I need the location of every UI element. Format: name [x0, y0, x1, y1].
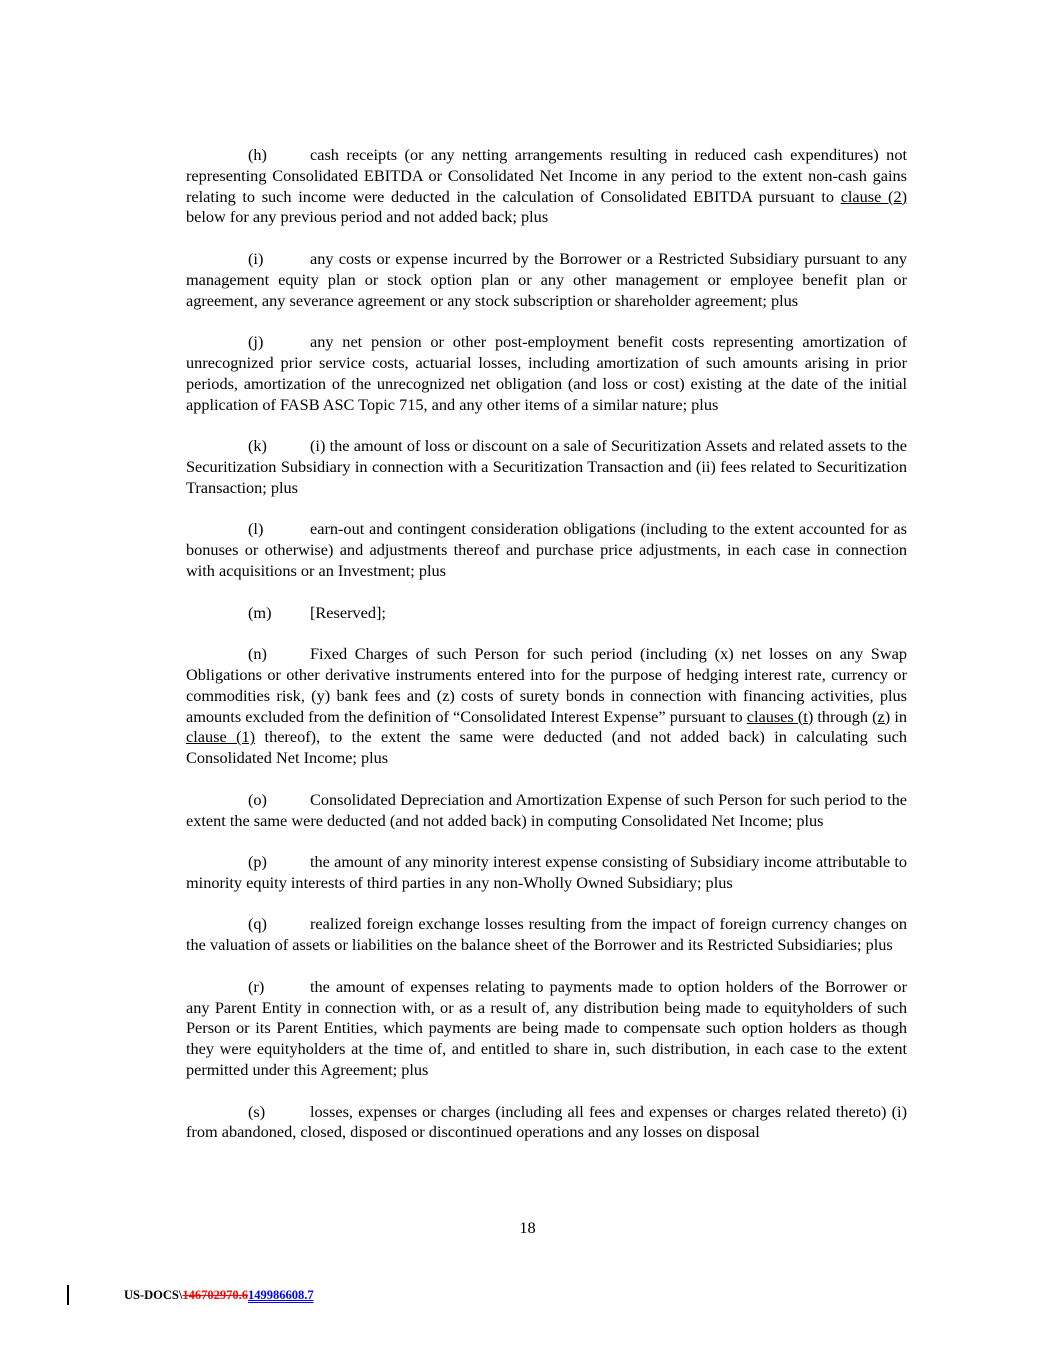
document-id-footer — [124, 1288, 314, 1303]
clause-text: cash receipts (or any netting arrangements resulting in reduced cash expenditures) not representing Consolidated EBITDA or Consolidated Net Income in any period to the extent non-cash gains relating to such income were deducted in the calculation of Consolidated EBITDA pursuant to — [186, 145, 907, 206]
clause-text: the amount of expenses relating to payments made to option holders of the Borrower or any Parent Entity in connection with, or as a result of, any distribution being made to equityholders of such Person or its Parent Entities, which payments are being made to compensate such option holders as though they were equityholders at the time of, and entitled to share in, such distribution, in each case to the extent permitted under this Agreement; plus — [186, 976, 907, 1080]
clause-cross-reference: clauses (t) — [746, 706, 814, 726]
clause-text: any net pension or other post-employment benefit costs representing amortization of unrecognized prior service costs, actuarial losses, including amortization of such amounts arising in prior periods, amortization of the unrecognized net obligation (and loss or cost) existing at the date of the initial application of FASB ASC Topic 715, and any other items of a similar nature; plus — [186, 332, 907, 414]
clause-paragraph — [186, 436, 907, 498]
clause-paragraph — [186, 332, 907, 415]
clause-paragraph — [186, 977, 907, 1081]
clause-label: (i) — [248, 248, 264, 268]
clause-text: Consolidated Depreciation and Amortization Expense of such Person for such period to the extent the same were deducted (and not added back) in computing Consolidated Net Income; plus — [186, 789, 907, 830]
clause-text: realized foreign exchange losses resulting from the impact of foreign currency changes on the valuation of assets or liabilities on the balance sheet of the Borrower and its Restricted Subsidiaries; plus — [186, 914, 907, 955]
clause-text: (i) the amount of loss or discount on a sale of Securitization Assets and related assets to the Securitization Subsidiary in connection with a Securitization Transaction and (ii) fees related to Securitization Transaction; plus — [186, 436, 907, 497]
clause-paragraph — [186, 1102, 907, 1144]
clause-cross-reference: clause (2) — [840, 186, 908, 206]
clause-cross-reference: clause (1) — [186, 727, 256, 747]
clause-paragraph — [186, 145, 907, 228]
clause-label: (j) — [248, 332, 264, 352]
clause-label: (s) — [248, 1101, 266, 1121]
clause-text: in — [890, 706, 908, 726]
clause-text: Fixed Charges of such Person for such period (including (x) net losses on any Swap Obligations or other derivative instruments entered into for the purpose of hedging interest rate, currency or commodities risk, (y) bank fees and (z) costs of surety bonds in connection with financing activities, plus amounts excluded from the definition of “Consolidated Interest Expense” pursuant to — [186, 644, 907, 726]
clause-cross-reference: (z) — [872, 706, 891, 726]
clause-label: (k) — [248, 436, 267, 456]
document-body — [186, 145, 907, 1143]
page-number: 18 — [519, 1218, 536, 1237]
document-id-prefix: US-DOCS\ — [124, 1288, 183, 1302]
clause-text: below for any previous period and not added back; plus — [186, 207, 549, 227]
clause-label: (h) — [248, 145, 267, 164]
clause-label: (r) — [248, 976, 265, 996]
clause-paragraph — [186, 519, 907, 581]
clause-label: (o) — [248, 789, 267, 809]
clause-label: (n) — [248, 644, 267, 664]
clause-label: (p) — [248, 852, 267, 872]
clause-text: the amount of any minority interest expense consisting of Subsidiary income attributable to minority equity interests of third parties in any non-Wholly Owned Subsidiary; plus — [186, 852, 907, 892]
revision-change-bar — [67, 1285, 69, 1305]
clause-label: (m) — [248, 602, 272, 622]
clause-text: any costs or expense incurred by the Borrower or a Restricted Subsidiary pursuant to any management equity plan or stock option plan or any other management or employee benefit plan or agreement, any severance agreement or any stock subscription or shareholder agreement; plus — [186, 248, 907, 310]
clause-text: [Reserved]; — [310, 602, 386, 622]
inserted-document-id: 149986608.7 — [247, 1288, 314, 1302]
clause-text: earn-out and contingent consideration obligations (including to the extent accounted for as bonuses or otherwise) and adjustments thereof and purchase price adjustments, in each case in connection with acquisitions or an Investment; plus — [186, 519, 907, 580]
deleted-document-id: 146702970.6 — [182, 1288, 248, 1302]
clause-label: (q) — [248, 914, 267, 934]
clause-label: (l) — [248, 519, 264, 539]
clause-paragraph — [186, 852, 907, 894]
clause-paragraph — [186, 914, 907, 956]
clause-paragraph — [186, 644, 907, 769]
clause-paragraph — [186, 249, 907, 311]
clause-text: thereof), to the extent the same were deducted (and not added back) in calculating such Consolidated Net Income; plus — [186, 727, 908, 768]
clause-text: through — [813, 706, 873, 726]
clause-text: losses, expenses or charges (including all fees and expenses or charges related thereto) (i) from abandoned, closed, disposed or discontinued operations and any losses on disposal — [186, 1101, 907, 1142]
clause-paragraph — [186, 603, 907, 624]
clause-paragraph — [186, 790, 907, 832]
